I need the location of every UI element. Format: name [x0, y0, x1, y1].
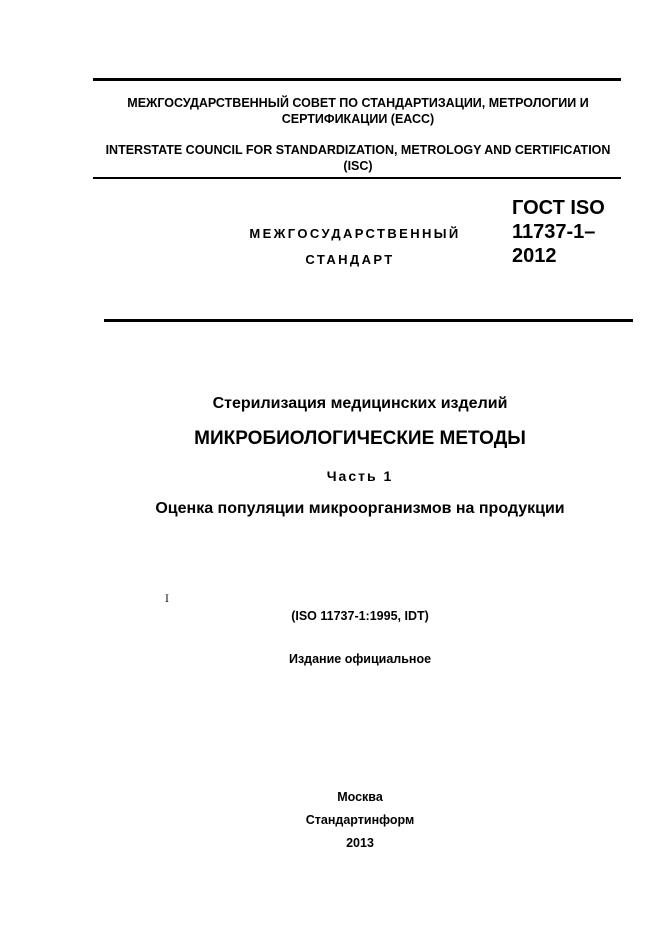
standard-designation: [512, 196, 642, 268]
imprint-year: 2013: [346, 836, 374, 850]
council-name-ru: МЕЖГОСУДАРСТВЕННЫЙ СОВЕТ ПО СТАНДАРТИЗАЦИИ, МЕТРОЛОГИИ И СЕРТИФИКАЦИИ (ЕАСС): [127, 96, 589, 126]
subtitle: Оценка популяции микроорганизмов на продукции: [155, 500, 565, 517]
imprint-publisher: Стандартинформ: [305, 813, 415, 827]
designation-line3: 2012: [512, 245, 557, 267]
top-rule: [93, 78, 621, 81]
designation-line1: ГОСТ ISO: [512, 197, 605, 219]
bottom-rule: [104, 319, 633, 322]
council-name-en: INTERSTATE COUNCIL FOR STANDARDIZATION, METROLOGY AND CERTIFICATION (ISC): [105, 143, 611, 173]
imprint-city: Москва: [337, 790, 383, 804]
part-label: Часть 1: [326, 468, 394, 484]
standard-type-line2: СТАНДАРТ: [305, 252, 395, 267]
iso-reference: (ISO 11737-1:1995, IDT): [291, 609, 429, 623]
edition-label: Издание официальное: [288, 652, 432, 666]
middle-rule: [93, 177, 621, 179]
main-title: МИКРОБИОЛОГИЧЕСКИЕ МЕТОДЫ: [194, 428, 526, 449]
stray-mark: I: [165, 594, 169, 605]
general-title: Стерилизация медицинских изделий: [212, 395, 508, 412]
standard-type-line1: МЕЖГОСУДАРСТВЕННЫЙ: [249, 226, 461, 241]
designation-line2: 11737-1–: [512, 221, 596, 243]
